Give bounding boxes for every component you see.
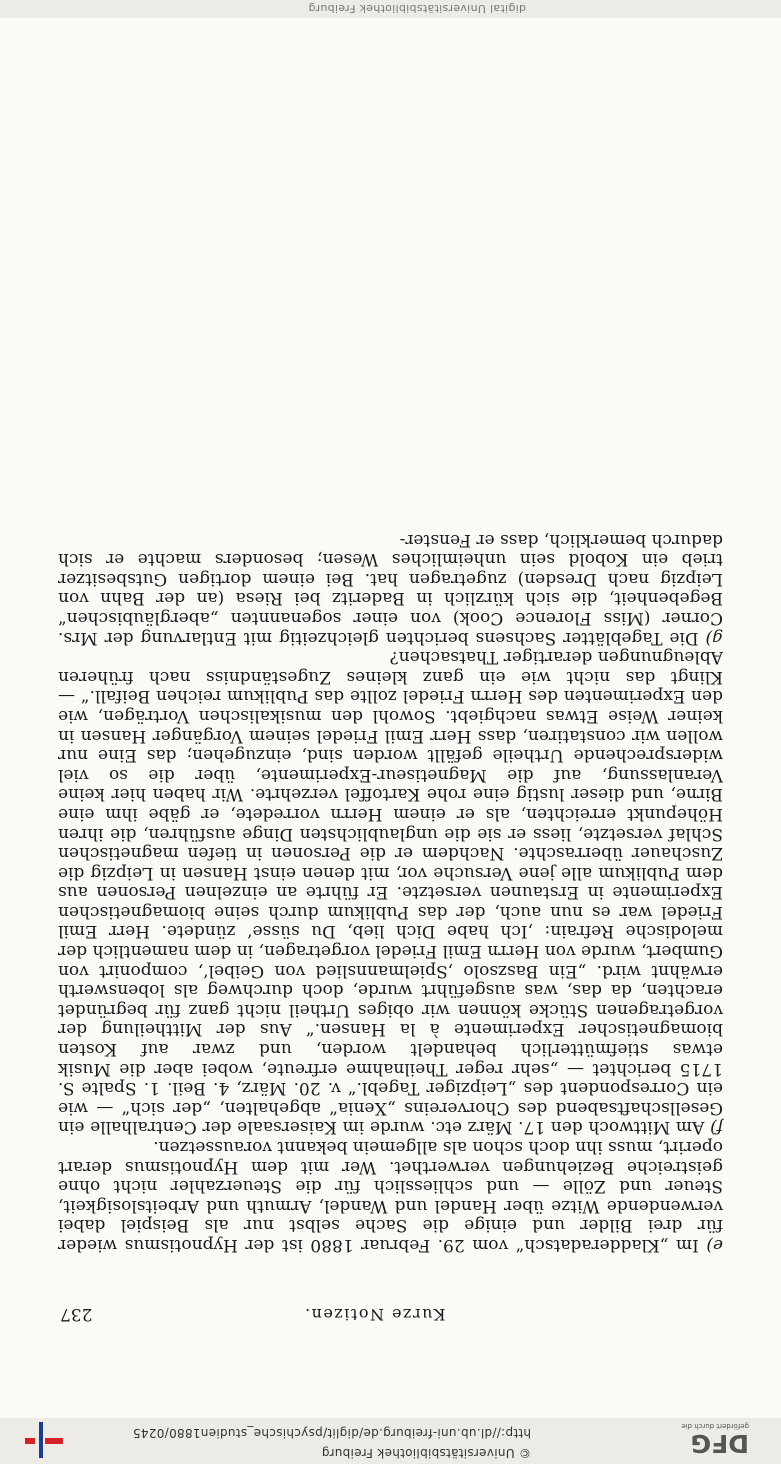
paragraph-e — [58, 1136, 723, 1254]
body-text — [58, 529, 723, 1254]
source-url-link[interactable]: http://dl.ub.uni-freiburg.de/diglit/psychische_studien1880/0245 — [132, 1426, 531, 1440]
page-number: 237 — [60, 1304, 93, 1324]
document-page — [0, 60, 781, 1324]
running-title: Kurze Notizen. — [303, 1305, 446, 1324]
paragraph-text: Die Tageblätter Sachsens berichten gleichzeitig mit Entlarvung der Mrs. Corner (Miss Florence Cook) von einer sogenannten „abergläubischen“ Begebenheit, die sich kürzlich in Baderitz bei Riesa (an der Bahn von Leipzig nach Dresden) zugetragen hat. Bei einem dortigen Gutsbesitzer trieb ein Kobold sein unheimliches Wesen; besonders machte er sich dadurch bemerklich, dass er Fenster- — [58, 529, 723, 648]
paragraph-label: f) — [710, 1117, 723, 1138]
paragraph-label: g) — [705, 627, 723, 648]
viewer-header-bar — [0, 1418, 781, 1464]
dfg-logo-text: DFG — [690, 1429, 749, 1458]
dfg-logo-caption: gefördert durch die — [681, 1422, 749, 1430]
running-head — [60, 1296, 689, 1324]
paragraph-text: Im „Kladderadatsch“ vom 29. Februar 1880 ist der Hypnotismus wieder für drei Bilder und einige die Sache selbst nur als Beispiel dabei verwendende Witze über Handel und Wandel, Armuth und Arbeitslosigkeit, Steuer und Zölle — und schliesslich für die Steuerzahler nicht ohne geistreiche Beziehungen verwerthet. Wer mit dem Hypnotismus derart operirt, muss ihn doch schon als allgemein bekannt voraussetzen. — [58, 1137, 723, 1255]
red-blue-logo-icon — [19, 1422, 69, 1458]
institution-text: © Universitätsbibliothek Freiburg — [321, 1446, 531, 1460]
paragraph-label: e) — [706, 1235, 723, 1255]
paragraph-text: Am Mittwoch den 17. März etc. wurde im Kaisersaale der Centralhalle ein Gesellschaftsabend des Chorvereins „Xenia“ abgehalten, „der sich“ — wie ein Correspondent des „Leipziger Tagebl.“ v. 20. März, 4. Beil. 1. Spalte S. 1715 berichtet — „sehr reger Theilnahme erfreute, wobei aber die Musik etwas stiefmütterlich behandelt worden, und zwar auf Kosten biomagnetischer Experimente à la Hansen.“ Aus der Mittheilung der vorgetragenen Stücke können wir obiges Urtheil nicht ganz für begründet erachten, da das, was ausgeführt wurde, doch durchweg als lobenswerth erwähnt wird. „Ein Baszsolo ‚Spielmannslied von Geibel‘, componirt von Gumbert, wurde von Herrn Emil Friedel vorgetragen, in dem namentlich der melodische Refrain: ‚Ich habe Dich lieb, Du süsse‘ zündete. Herr Emil Friedel war es nun auch, der das Publikum durch seine biomagnetischen Experimente in Erstaunen versetzte. Er führte an einzelnen Personen aus dem Publikum alle jene Versuche vor, mit denen einst Hansen in Leipzig die Zuschauer überraschte. Nachdem er die Personen in tiefen magnetischen Schlaf versetzte, liess er sie die unglaublichsten Dinge ausführen, die ihren Höhepunkt erreichten, als er einem Herrn vorredete, er gäbe ihm eine Birne, und dieser lustig eine rohe Kartoffel verzehrte. Wir haben hier keine Veranlassung, auf die Magnetiseur-Experimente, über die so viel widersprechende Urtheile gefällt worden sind, einzugehen; das Eine nur wollen wir constatiren, dass Herr Emil Friedel seinem Vorgänger Hansen in keiner Weise Etwas nachgiebt. Sowohl den musikalischen Vorträgen, wie den Experimenten des Herrn Friedel zollte das Publikum reichen Beifall.“ — Klingt das nicht wie ein ganz kleines Zugeständniss nach früheren Ableugnungen derartiger Thatsachen? — [57, 647, 723, 1138]
paragraph-g — [58, 529, 723, 647]
paragraph-f — [58, 647, 723, 1137]
viewer-footer-bar — [0, 0, 781, 18]
footer-text: digital Universitätsbibliothek Freiburg — [308, 2, 526, 15]
dfg-logo-icon — [681, 1420, 751, 1462]
